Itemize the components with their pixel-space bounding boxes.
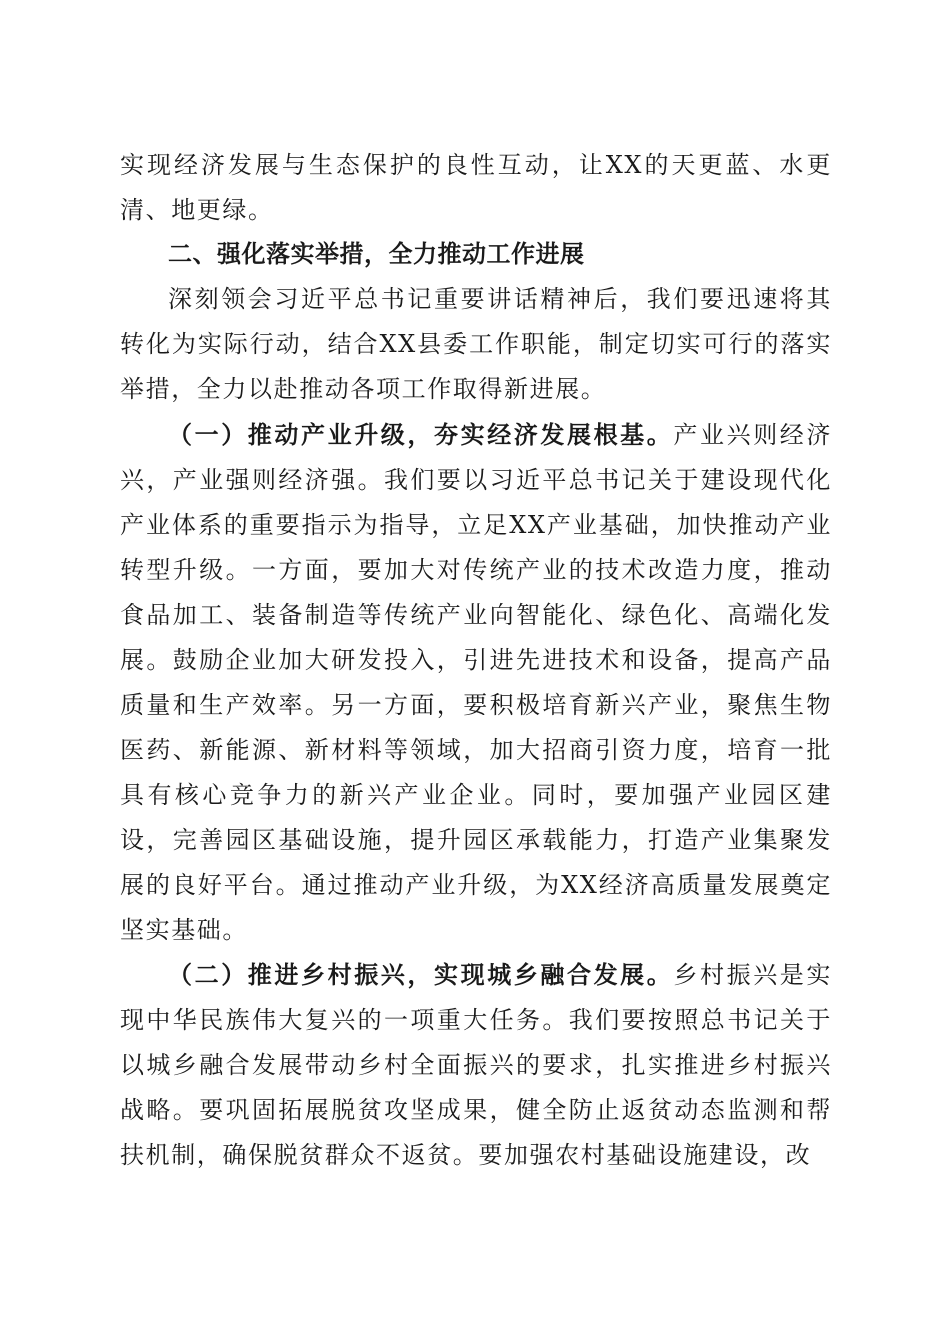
section-heading [120,232,832,277]
subsection-lead: （一）推动产业升级，夯实经济发展根基。 [168,420,674,449]
subsection-industry-upgrade [120,412,832,953]
subsection-body: 产业兴则经济兴，产业强则经济强。我们要以习近平总书记关于建设现代化产业体系的重要指示为指导，立足XX产业基础，加快推动产业转型升级。一方面，要加大对传统产业的技术改造力度，推动食品加工、装备制造等传统产业向智能化、绿色化、高端化发展。鼓励企业加大研发投入，引进先进技术和设备，提高产品质量和生产效率。另一方面，要积极培育新兴产业，聚焦生物医药、新能源、新材料等领域，加大招商引资力度，培育一批具有核心竞争力的新兴产业企业。同时，要加强产业园区建设，完善园区基础设施，提升园区承载能力，打造产业集聚发展的良好平台。通过推动产业升级，为XX经济高质量发展奠定坚实基础。 [120,421,832,944]
section-heading-text: 二、强化落实举措，全力推动工作进展 [168,240,585,268]
paragraph-text: 实现经济发展与生态保护的良性互动，让XX的天更蓝、水更清、地更绿。 [120,151,832,224]
subsection-lead: （二）推进乡村振兴，实现城乡融合发展。 [168,960,674,989]
subsection-rural-revitalization [120,952,832,1178]
intro-paragraph [120,277,832,412]
paragraph-text: 深刻领会习近平总书记重要讲话精神后，我们要迅速将其转化为实际行动，结合XX县委工作职能，制定切实可行的落实举措，全力以赴推动各项工作取得新进展。 [120,285,832,403]
subsection-paragraph [120,952,832,1178]
subsection-body: 乡村振兴是实现中华民族伟大复兴的一项重大任务。我们要按照总书记关于以城乡融合发展带动乡村全面振兴的要求，扎实推进乡村振兴战略。要巩固拓展脱贫攻坚成果，健全防止返贫动态监测和帮扶机制，确保脱贫群众不返贫。要加强农村基础设施建设，改 [120,961,832,1169]
continuation-paragraph [120,143,832,233]
subsection-paragraph [120,412,832,953]
